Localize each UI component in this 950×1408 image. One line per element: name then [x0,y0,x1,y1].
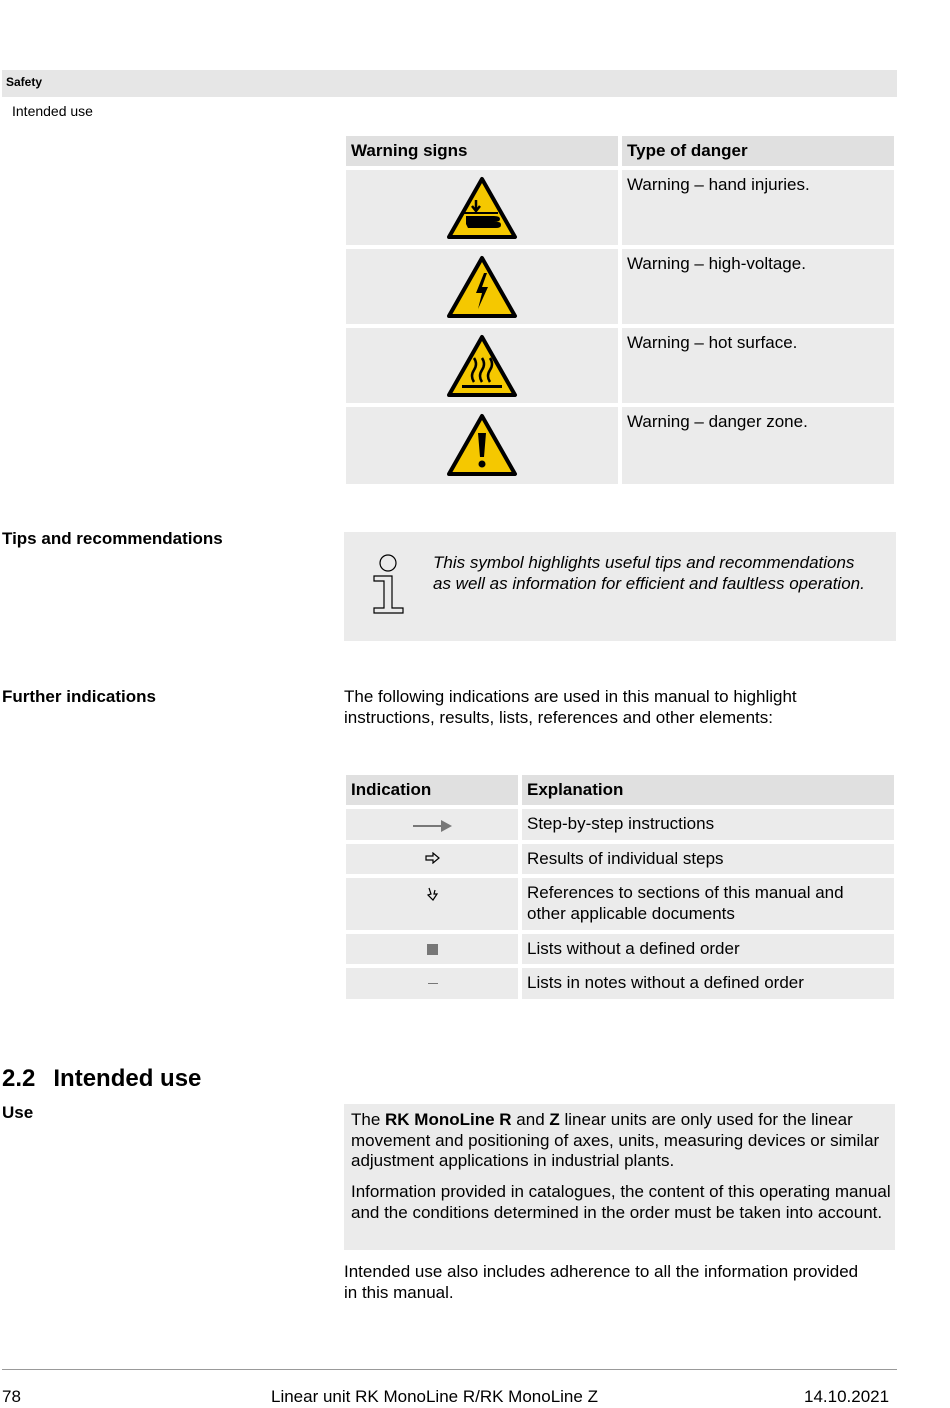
further-indications-label: Further indications [2,687,156,706]
indication-cell [346,934,518,964]
warning-sign-cell [346,249,618,324]
indication-header: Indication [346,775,518,805]
tip-text: This symbol highlights useful tips and recommendations as well as information for efficient and faultless operation. [433,553,865,593]
reference-icon [426,886,440,902]
warning-signs-header: Warning signs [346,136,618,166]
indication-cell [346,844,518,874]
section-number: 2.2 [2,1065,36,1092]
use-paragraph-1: The RK MonoLine R and Z linear units are only used for the linear movement and positioning of axes, units, measuring devices or similar adjustment applications in industrial plants. [351,1110,880,1170]
explanation-cell: Results of individual steps [522,844,894,874]
info-icon [370,554,406,616]
indication-cell [346,809,518,840]
hot-surface-warning-icon [446,334,518,398]
section-heading-title: Intended use [53,1065,202,1092]
explanation-header: Explanation [522,775,894,805]
section-heading [2,1065,201,1093]
subsection-title: Intended use [12,103,93,119]
danger-type-cell: Warning – high-voltage. [622,249,894,324]
danger-type-cell: Warning – hand injuries. [622,170,894,245]
use-paragraph-2: Information provided in catalogues, the content of this operating manual and the conditions determined in the order must be taken into account. [351,1182,891,1222]
danger-zone-warning-icon [446,413,518,477]
indication-cell [346,878,518,930]
further-intro: The following indications are used in this manual to highlight instructions, results, lists, references and other elements: [344,687,797,727]
danger-type-cell: Warning – hot surface. [622,328,894,403]
footer-divider [2,1369,897,1370]
use-paragraph-3: Intended use also includes adherence to all the information provided in this manual. [344,1262,859,1302]
hand-injury-warning-icon [446,176,518,240]
dash-bullet-icon [428,983,438,984]
warning-sign-cell [346,328,618,403]
high-voltage-warning-icon [446,255,518,319]
warning-sign-cell [346,407,618,484]
tips-label: Tips and recommendations [2,529,223,548]
warning-sign-cell [346,170,618,245]
section-header-bar [2,70,897,97]
footer-date: 14.10.2021 [804,1387,890,1406]
explanation-cell: References to sections of this manual and other applicable documents [522,878,894,930]
section-title: Safety [6,75,43,89]
explanation-cell: Step-by-step instructions [522,809,894,840]
result-arrow-icon [425,852,441,864]
footer-title: Linear unit RK MonoLine R/RK MonoLine Z [271,1387,598,1406]
explanation-cell: Lists in notes without a defined order [522,968,894,999]
indication-cell [346,968,518,999]
type-of-danger-header: Type of danger [622,136,894,166]
page-number: 78 [2,1387,21,1406]
use-label: Use [2,1103,34,1122]
danger-type-cell: Warning – danger zone. [622,407,894,484]
explanation-cell: Lists without a defined order [522,934,894,964]
square-bullet-icon [427,944,438,955]
arrow-instruction-icon [413,819,453,833]
